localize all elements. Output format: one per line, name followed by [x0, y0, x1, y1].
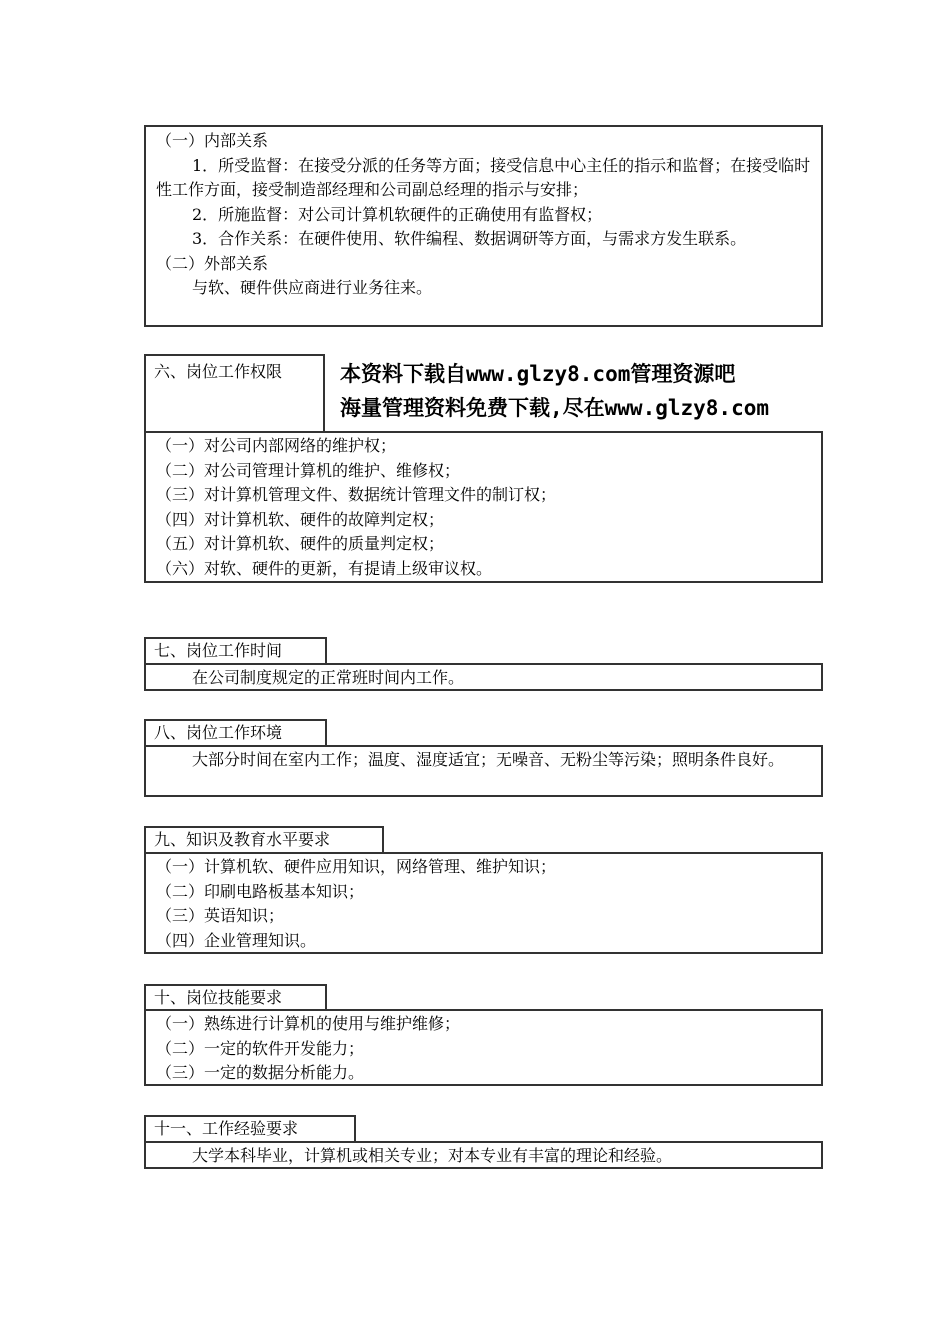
education-title — [144, 826, 384, 852]
experience-box — [144, 1141, 823, 1169]
authority-title: 六、岗位工作权限 — [154, 362, 283, 381]
watermark-line-1: 本资料下载自www.glzy8.com管理资源吧 — [340, 362, 736, 386]
skills-title — [144, 984, 327, 1010]
list-item: （一）计算机软、硬件应用知识，网络管理、维护知识； — [156, 857, 557, 876]
list-item: （三）对计算机管理文件、数据统计管理文件的制订权； — [156, 485, 557, 504]
list-item: （二）印刷电路板基本知识； — [156, 881, 365, 901]
environment-text: 大部分时间在室内工作；温度、湿度适宜；无噪音、无粉尘等污染；照明条件良好。 — [192, 750, 785, 769]
list-item: （二）对公司管理计算机的维护、维修权； — [156, 460, 461, 480]
experience-title — [144, 1115, 356, 1141]
environment-title-text: 八、岗位工作环境 — [154, 723, 283, 742]
supervision-given-text: 2．所施监督：对公司计算机软硬件的正确使用有监督权； — [192, 204, 603, 224]
list-item: （四）企业管理知识。 — [156, 930, 317, 950]
experience-text: 大学本科毕业，计算机或相关专业；对本专业有丰富的理论和经验。 — [192, 1146, 673, 1165]
authority-title-cell — [144, 354, 325, 432]
internal-relations-heading: （一）内部关系 — [156, 131, 269, 150]
list-item: （三）英语知识； — [156, 906, 285, 925]
experience-title-text: 十一、工作经验要求 — [154, 1119, 299, 1138]
work-time-title-text: 七、岗位工作时间 — [154, 641, 283, 660]
list-item: （五）对计算机软、硬件的质量判定权； — [156, 534, 445, 553]
list-item: （六）对软、硬件的更新，有提请上级审议权。 — [156, 558, 493, 578]
education-box — [144, 852, 823, 954]
education-title-text: 九、知识及教育水平要求 — [154, 830, 331, 849]
work-time-title — [144, 637, 327, 663]
environment-box — [144, 745, 823, 797]
supervision-received-text: 1．所受监督：在接受分派的任务等方面；接受信息中心主任的指示和监督；在接受临时性工作方面，接受制造部经理和公司副总经理的指示与安排； — [156, 155, 811, 199]
work-time-box — [144, 663, 823, 691]
list-item: （三）一定的数据分析能力。 — [156, 1063, 365, 1082]
relations-box — [144, 125, 823, 327]
environment-title — [144, 719, 327, 745]
list-item: （一）对公司内部网络的维护权； — [156, 436, 397, 455]
external-relations-text: 与软、硬件供应商进行业务往来。 — [192, 278, 433, 297]
list-item: （二）一定的软件开发能力； — [156, 1038, 365, 1058]
skills-box — [144, 1009, 823, 1086]
cooperation-text: 3．合作关系：在硬件使用、软件编程、数据调研等方面，与需求方发生联系。 — [192, 229, 747, 248]
work-time-text: 在公司制度规定的正常班时间内工作。 — [192, 668, 465, 687]
watermark-line-2: 海量管理资料免费下载,尽在www.glzy8.com — [340, 396, 770, 420]
external-relations-heading: （二）外部关系 — [156, 253, 269, 273]
authority-box — [144, 431, 823, 583]
list-item: （四）对计算机软、硬件的故障判定权； — [156, 509, 445, 529]
list-item: （一）熟练进行计算机的使用与维护维修； — [156, 1014, 461, 1033]
skills-title-text: 十、岗位技能要求 — [154, 988, 283, 1007]
